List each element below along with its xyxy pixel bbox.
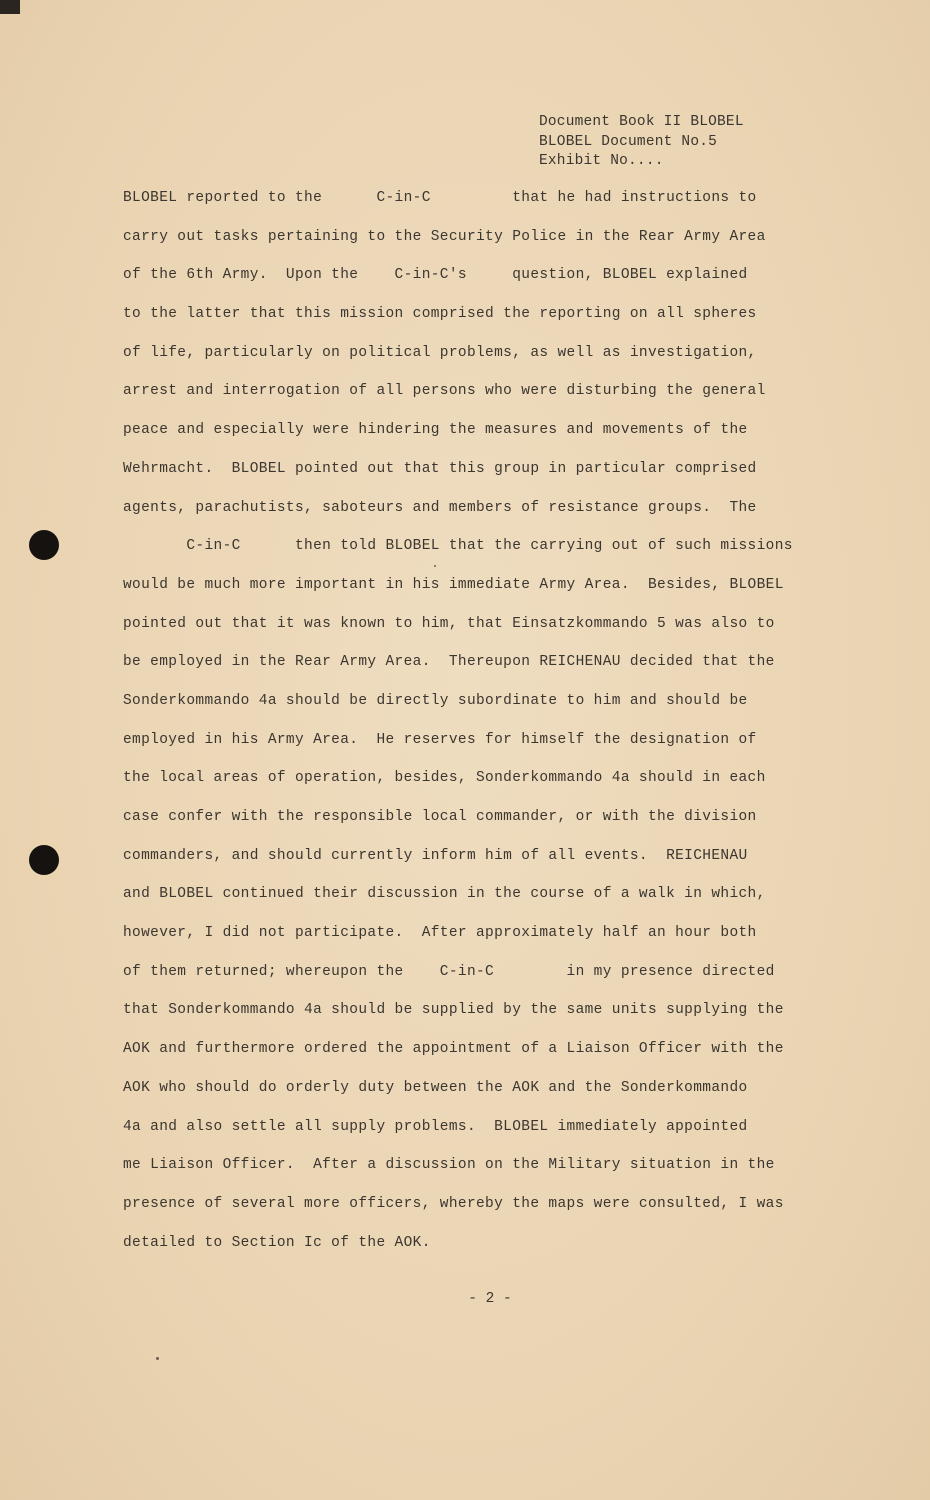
body-line: be employed in the Rear Army Area. Thereupon REICHENAU decided that the	[123, 654, 775, 671]
body-line: case confer with the responsible local commander, or with the division	[123, 809, 757, 825]
document-header	[539, 113, 744, 172]
body-line: however, I did not participate. After approximately half an hour both	[123, 925, 757, 942]
exhibit-number-label: Exhibit No....	[539, 153, 664, 169]
body-line: BLOBEL reported to the C-in-C that he had instructions to	[123, 190, 757, 206]
body-line: commanders, and should currently inform him of all events. REICHENAU	[123, 847, 748, 864]
body-line: arrest and interrogation of all persons who were disturbing the general	[123, 383, 766, 400]
body-line: of them returned; whereupon the C-in-C in my presence directed	[123, 963, 775, 980]
body-line: detailed to Section Ic of the AOK.	[123, 1234, 431, 1251]
body-line: AOK and furthermore ordered the appointment of a Liaison Officer with the	[123, 1041, 784, 1058]
document-number-label: BLOBEL Document No.5	[539, 133, 718, 150]
page-number: - 2 -	[468, 1291, 512, 1307]
body-line: Wehrmacht. BLOBEL pointed out that this group in particular comprised	[123, 460, 757, 477]
body-line: to the latter that this mission comprised the reporting on all spheres	[123, 306, 757, 323]
body-line: carry out tasks pertaining to the Security Police in the Rear Army Area	[123, 228, 766, 245]
body-line: presence of several more officers, whereby the maps were consulted, I was	[123, 1195, 784, 1212]
punch-hole-lower	[29, 845, 59, 875]
body-line: employed in his Army Area. He reserves for himself the designation of	[123, 731, 757, 748]
body-line: 4a and also settle all supply problems. BLOBEL immediately appointed	[123, 1118, 748, 1135]
corner-mark	[0, 0, 20, 14]
document-body	[123, 190, 843, 1273]
body-line: that Sonderkommando 4a should be supplied by the same units supplying the	[123, 1002, 784, 1019]
punch-hole-upper	[29, 530, 59, 560]
document-book-label: Document Book II BLOBEL	[539, 114, 744, 130]
body-line: and BLOBEL continued their discussion in the course of a walk in which,	[123, 886, 766, 903]
body-line: would be much more important in his immediate Army Area. Besides, BLOBEL	[123, 576, 784, 593]
body-line: me Liaison Officer. After a discussion on the Military situation in the	[123, 1157, 775, 1174]
body-line: Sonderkommando 4a should be directly subordinate to him and should be	[123, 692, 748, 709]
body-line: of life, particularly on political problems, as well as investigation,	[123, 344, 757, 361]
body-line: pointed out that it was known to him, that Einsatzkommando 5 was also to	[123, 615, 775, 632]
body-line: of the 6th Army. Upon the C-in-C's question, BLOBEL explained	[123, 267, 748, 284]
body-line: AOK who should do orderly duty between the AOK and the Sonderkommando	[123, 1079, 748, 1096]
body-line: the local areas of operation, besides, Sonderkommando 4a should in each	[123, 770, 766, 787]
body-line: peace and especially were hindering the measures and movements of the	[123, 422, 748, 439]
body-line: agents, parachutists, saboteurs and members of resistance groups. The	[123, 499, 757, 516]
paper-speck	[434, 565, 436, 567]
body-line: C-in-C then told BLOBEL that the carrying out of such missions	[123, 538, 793, 555]
paper-speck	[156, 1357, 159, 1360]
